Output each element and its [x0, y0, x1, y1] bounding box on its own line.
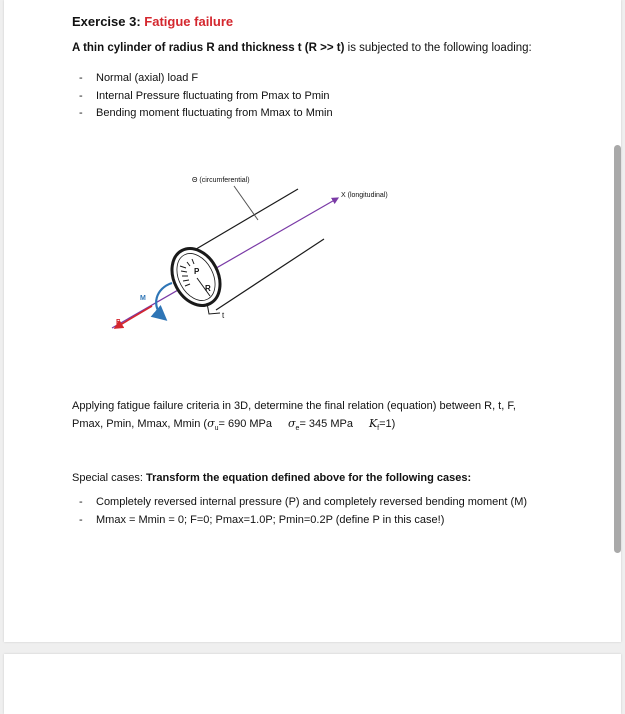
sigma-e-value: = 345 MPa [299, 418, 353, 430]
longitudinal-label: X (longitudinal) [341, 192, 388, 199]
list-item: - Normal (axial) load F [72, 70, 333, 88]
list-item: - Mmax = Mmin = 0; F=0; Pmax=1.0P; Pmin=0.2P (define P in this case!) [72, 512, 527, 530]
circumferential-leader [234, 186, 258, 220]
kf-symbol: K [368, 417, 378, 430]
exercise-label: Exercise 3: [72, 14, 141, 29]
special-cases-instruction: Transform the equation defined above for the following cases: [145, 472, 472, 484]
cylinder-bottom-edge [216, 239, 324, 310]
cylinder-top-edge [186, 189, 298, 255]
sigma-e-symbol: σ [288, 417, 296, 430]
special-cases-list [72, 494, 527, 529]
special-cases-heading [72, 470, 471, 487]
sigma-e-sub: e [295, 425, 300, 433]
cylinder-end-outer [162, 240, 229, 314]
exercise-topic: Fatigue failure [144, 14, 234, 29]
force-label: F [116, 319, 121, 326]
list-item: - Completely reversed internal pressure (P) and completely reversed bending moment (M) [72, 494, 527, 512]
problem-statement-rest: is subjected to the following loading: [344, 42, 532, 54]
task-line-1: Applying fatigue failure criteria in 3D, determine the final relation (equation) between R, t, F, [72, 400, 516, 412]
thickness-label: t [222, 311, 225, 320]
moment-label: M [140, 295, 146, 302]
kf-value: =1) [379, 418, 396, 430]
sigma-u-value: = 690 MPa [218, 418, 273, 430]
special-cases-label: Special cases: [72, 472, 146, 484]
list-item: - Internal Pressure fluctuating from Pmax to Pmin [72, 88, 333, 106]
pressure-label: P [194, 267, 200, 276]
longitudinal-axis [112, 198, 338, 328]
kf-sub: f [377, 425, 380, 433]
force-arrow [115, 306, 152, 328]
sigma-u-symbol: σ [207, 417, 215, 430]
list-item: - Bending moment fluctuating from Mmax to Mmin [72, 105, 333, 123]
task-line-2-start: Pmax, Pmin, Mmax, Mmin ( [72, 418, 208, 430]
sigma-u-sub: u [214, 425, 219, 433]
radius-label: R [205, 284, 211, 293]
task-line-2 [72, 415, 516, 437]
task-paragraph [72, 398, 516, 437]
moment-arrow [156, 283, 172, 318]
problem-statement-bold: A thin cylinder of radius R and thickness t (R >> t) [72, 42, 345, 54]
circumferential-label: Θ (circumferential) [192, 177, 250, 184]
